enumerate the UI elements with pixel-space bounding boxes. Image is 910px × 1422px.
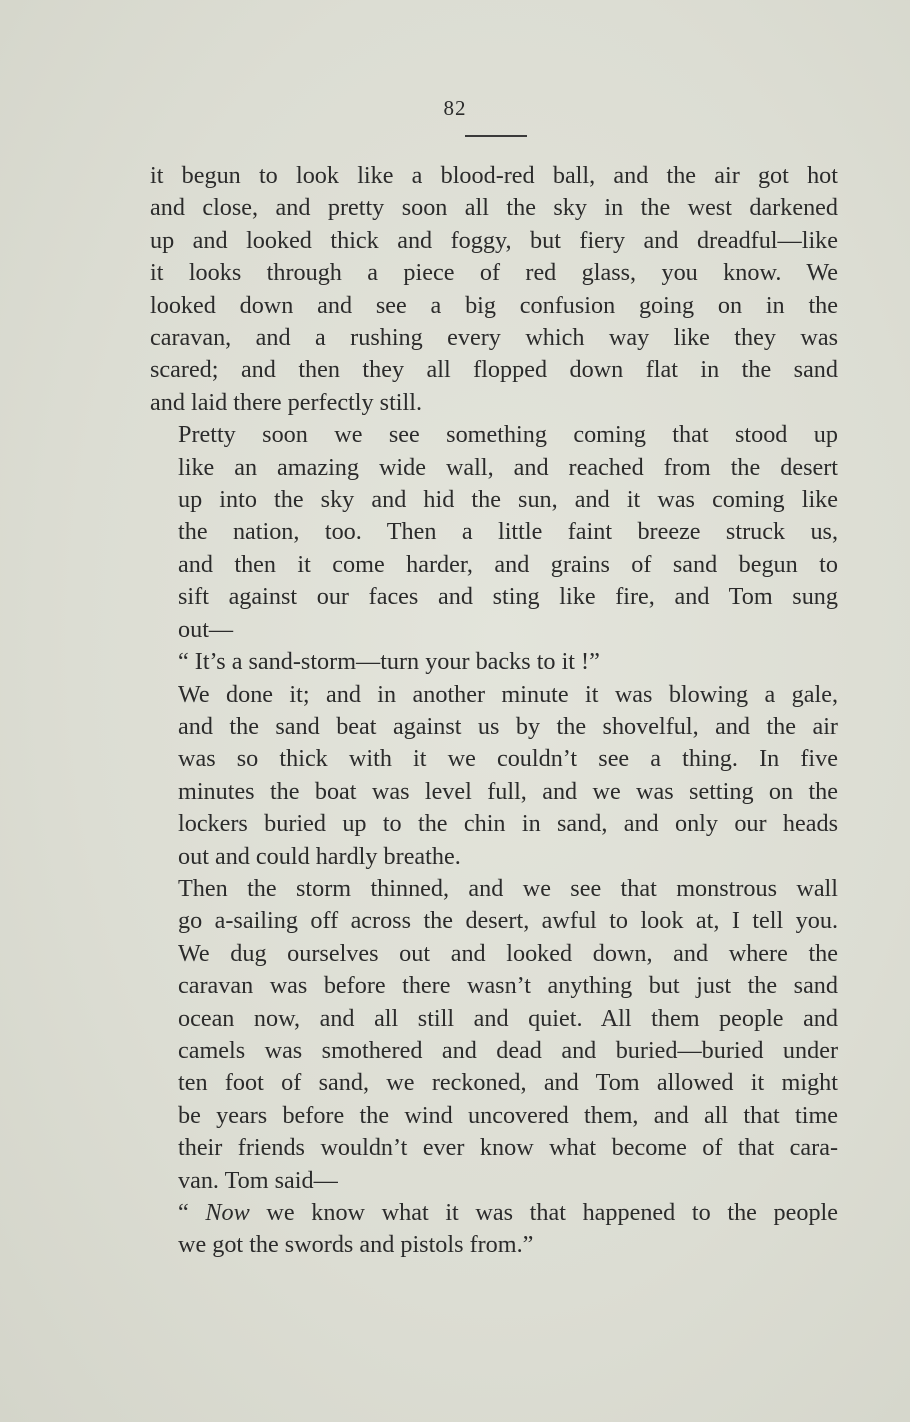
text-line: and the sand beat against us by the shovelful, and the air <box>178 712 838 740</box>
text-line: was so thick with it we couldn’t see a thing. In five <box>178 745 838 773</box>
text-line: out— <box>178 615 234 643</box>
text-line: their friends wouldn’t ever know what become of that cara- <box>178 1134 838 1162</box>
final-line-rest: we know what it was that happened to the people <box>249 1199 839 1226</box>
text-line <box>150 1197 838 1229</box>
paragraph <box>150 873 838 1197</box>
text-line: and laid there perfectly still. <box>150 388 423 416</box>
text-line: and close, and pretty soon all the sky in the west darkened <box>150 194 838 222</box>
text-line: van. Tom said— <box>178 1166 338 1194</box>
text-line: up and looked thick and foggy, but fiery and dreadful—like <box>150 226 838 254</box>
text-line: looked down and see a big confusion going on in the <box>150 291 838 319</box>
page-number-rule <box>465 135 527 137</box>
text-line: be years before the wind uncovered them, and all that time <box>178 1101 838 1129</box>
paragraphs <box>150 160 838 1197</box>
text-line: and then it come harder, and grains of sand begun to <box>178 550 838 578</box>
text-line: out and could hardly breathe. <box>178 842 461 870</box>
text-line: We done it; and in another minute it was blowing a gale, <box>178 680 838 708</box>
paragraph <box>150 646 838 678</box>
paragraph <box>150 419 838 646</box>
text-line: sift against our faces and sting like fire, and Tom sung <box>178 583 838 611</box>
text-line: “ It’s a sand-storm—turn your backs to it !” <box>178 648 600 676</box>
paragraph-final <box>150 1197 838 1262</box>
text-line: minutes the boat was level full, and we was setting on the <box>178 777 838 805</box>
text-line: go a-sailing off across the desert, awful to look at, I tell you. <box>178 907 838 935</box>
text-line: like an amazing wide wall, and reached from the desert <box>178 453 838 481</box>
text-line: Pretty soon we see something coming that stood up <box>178 421 838 449</box>
emphasized-word: Now <box>205 1199 250 1226</box>
text-line: caravan was before there wasn’t anything but just the sand <box>178 972 838 1000</box>
text-line: ten foot of sand, we reckoned, and Tom allowed it might <box>178 1069 838 1097</box>
body-text <box>150 160 838 1262</box>
text-line: lockers buried up to the chin in sand, and only our heads <box>178 810 838 838</box>
text-line: the nation, too. Then a little faint breeze struck us, <box>178 518 838 546</box>
text-line: ocean now, and all still and quiet. All them people and <box>178 1004 838 1032</box>
text-line: it looks through a piece of red glass, you know. We <box>150 259 838 287</box>
text-line: up into the sky and hid the sun, and it was coming like <box>178 486 838 514</box>
text-line: scared; and then they all flopped down flat in the sand <box>150 356 838 384</box>
text-line: camels was smothered and dead and buried—buried under <box>178 1036 838 1064</box>
text-line: We dug ourselves out and looked down, and where the <box>178 939 838 967</box>
page-number: 82 <box>443 96 467 120</box>
text-line: we got the swords and pistols from.” <box>178 1231 534 1259</box>
paragraph <box>150 679 838 873</box>
text-line: Then the storm thinned, and we see that monstrous wall <box>178 874 838 902</box>
open-quote: “ <box>178 1199 189 1226</box>
paragraph <box>150 160 838 419</box>
text-line: it begun to look like a blood-red ball, and the air got hot <box>150 162 838 189</box>
text-line: caravan, and a rushing every which way like they was <box>150 324 838 352</box>
